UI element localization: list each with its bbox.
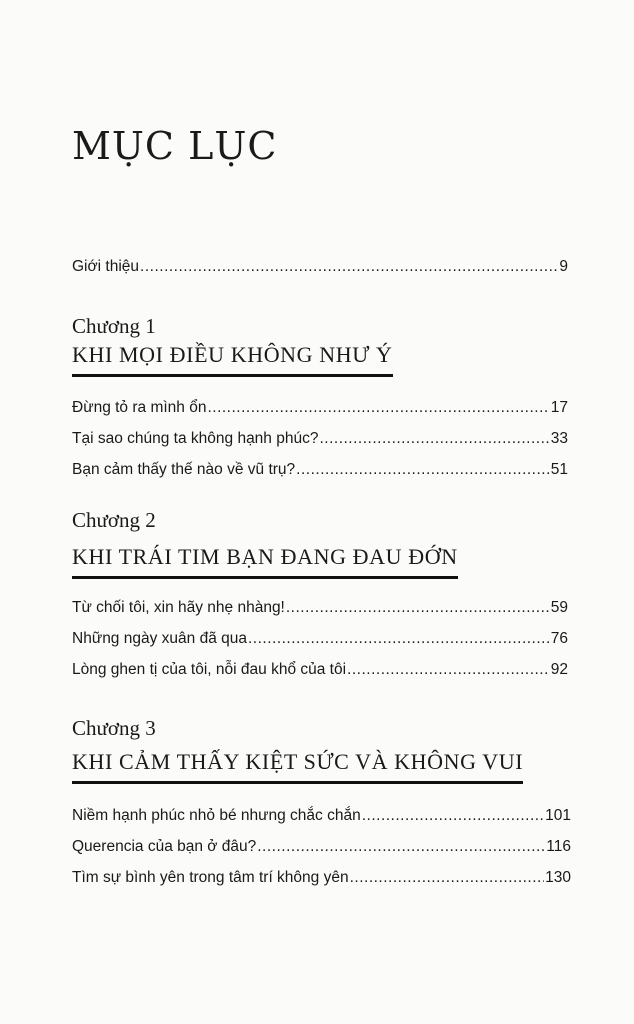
entry-label: Niềm hạnh phúc nhỏ bé nhưng chắc chắn	[72, 807, 361, 824]
entry-page: 9	[559, 258, 568, 275]
toc-entry[interactable]	[72, 661, 568, 683]
entry-label: Bạn cảm thấy thế nào về vũ trụ?	[72, 461, 296, 478]
chapter-number: Chương 3	[72, 716, 156, 740]
toc-entry[interactable]	[72, 807, 571, 829]
toc-entry[interactable]	[72, 599, 568, 621]
entry-label: Giới thiệu	[72, 258, 140, 275]
dot-leader	[319, 430, 549, 448]
entry-page: 59	[550, 599, 568, 616]
toc-entry[interactable]	[72, 838, 571, 860]
dot-leader	[296, 461, 550, 479]
toc-entry[interactable]	[72, 399, 568, 421]
entry-label: Từ chối tôi, xin hãy nhẹ nhàng!	[72, 599, 285, 616]
entry-label: Tìm sự bình yên trong tâm trí không yên	[72, 869, 349, 886]
entry-page: 76	[550, 630, 568, 647]
entry-label: Đừng tỏ ra mình ổn	[72, 399, 207, 416]
chapter-number: Chương 2	[72, 508, 156, 532]
chapter-number: Chương 1	[72, 314, 156, 338]
chapter-heading: KHI TRÁI TIM BẠN ĐANG ĐAU ĐỚN	[72, 544, 458, 579]
dot-leader	[140, 258, 558, 276]
entry-label: Tại sao chúng ta không hạnh phúc?	[72, 430, 319, 447]
entry-label: Querencia của bạn ở đâu?	[72, 838, 257, 855]
entry-page: 130	[545, 869, 571, 886]
entry-page: 101	[545, 807, 571, 824]
dot-leader	[350, 869, 545, 887]
entry-page: 116	[546, 838, 571, 855]
entry-page: 33	[550, 430, 568, 447]
toc-entry[interactable]	[72, 869, 571, 891]
entry-label: Lòng ghen tị của tôi, nỗi đau khổ của tôi	[72, 661, 347, 678]
dot-leader	[286, 599, 550, 617]
entry-page: 51	[550, 461, 568, 478]
chapter-heading: KHI MỌI ĐIỀU KHÔNG NHƯ Ý	[72, 342, 393, 377]
page-title: MỤC LỤC	[72, 124, 278, 168]
dot-leader	[207, 399, 549, 417]
entry-page: 17	[550, 399, 568, 416]
dot-leader	[248, 630, 550, 648]
entry-label: Những ngày xuân đã qua	[72, 630, 247, 647]
entry-page: 92	[550, 661, 568, 678]
toc-entry[interactable]	[72, 461, 568, 483]
dot-leader	[362, 807, 544, 825]
toc-entry[interactable]	[72, 430, 568, 452]
toc-entry-intro[interactable]	[72, 258, 568, 280]
dot-leader	[347, 661, 550, 679]
chapter-heading: KHI CẢM THẤY KIỆT SỨC VÀ KHÔNG VUI	[72, 749, 523, 784]
dot-leader	[257, 838, 545, 856]
toc-entry[interactable]	[72, 630, 568, 652]
